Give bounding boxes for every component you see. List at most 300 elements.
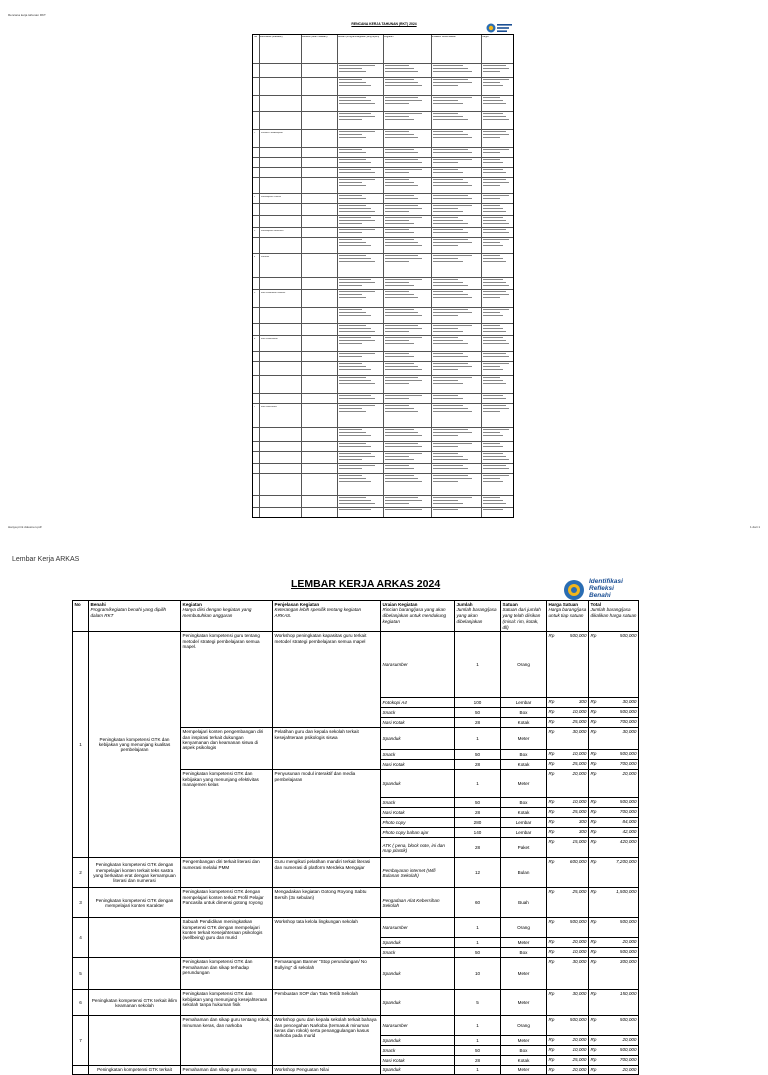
rkt-text-line bbox=[433, 343, 468, 344]
harga-value: 25,000 bbox=[572, 761, 587, 767]
rkt-row-number: 3 bbox=[254, 230, 256, 232]
uraian-cell: Spanduk bbox=[381, 1066, 455, 1074]
jumlah-cell: 50 bbox=[455, 750, 501, 760]
satuan-cell: Kotak bbox=[501, 718, 547, 728]
satuan-cell: Bulan bbox=[501, 858, 547, 888]
total-cell bbox=[589, 990, 639, 1016]
rkt-text-line bbox=[339, 363, 362, 364]
rkt-text-line bbox=[433, 113, 458, 114]
harga-cell bbox=[547, 1046, 589, 1056]
harga-value: 300 bbox=[578, 819, 587, 825]
total-cell bbox=[589, 728, 639, 750]
satuan-cell: Kotak bbox=[501, 760, 547, 770]
harga-value: 300 bbox=[578, 829, 587, 835]
rkt-text-line bbox=[433, 279, 458, 280]
rkt-text-line bbox=[339, 223, 362, 224]
rkt-text-line bbox=[339, 258, 371, 259]
rkt-text-line bbox=[433, 297, 472, 298]
rkt-row-line bbox=[253, 167, 513, 168]
rkt-text-line bbox=[385, 149, 414, 150]
rkt-text-line bbox=[433, 481, 458, 482]
total-cell bbox=[589, 798, 639, 808]
rkt-text-line bbox=[385, 82, 418, 83]
rkt-row-line bbox=[253, 157, 513, 158]
rkt-text-line bbox=[483, 500, 503, 501]
rkt-text-line bbox=[339, 229, 375, 230]
uraian-cell: ATK ( pena, block note, ini dan map plastik) bbox=[381, 838, 455, 858]
rkt-text-line bbox=[483, 103, 506, 104]
rkt-header-cell: Identifikasi (Masalah) bbox=[260, 36, 283, 38]
currency-label: Rp bbox=[548, 729, 555, 735]
total-cell bbox=[589, 632, 639, 698]
total-value: 84,000 bbox=[622, 819, 637, 825]
satuan-cell: Lembar bbox=[501, 828, 547, 838]
rkt-text-line bbox=[433, 220, 463, 221]
rkt-text-line bbox=[385, 255, 418, 256]
rkt-column-line bbox=[431, 35, 432, 517]
rkt-text-line bbox=[339, 509, 371, 510]
harga-value: 30,000 bbox=[572, 991, 587, 997]
currency-label: Rp bbox=[548, 939, 555, 945]
rkt-text-line bbox=[385, 353, 409, 354]
rkt-text-line bbox=[385, 113, 422, 114]
arkas-row bbox=[73, 1066, 639, 1074]
rkt-row-line bbox=[253, 111, 513, 112]
rkt-text-line bbox=[339, 383, 375, 384]
rkt-text-line bbox=[483, 294, 509, 295]
harga-value: 25,000 bbox=[572, 1057, 587, 1063]
rkt-text-line bbox=[483, 340, 506, 341]
kegiatan-cell: Pemahaman dan sikap guru tentang bbox=[181, 1066, 273, 1074]
total-cell bbox=[589, 698, 639, 708]
rkt-text-line bbox=[385, 435, 422, 436]
total-value: 1,500,000 bbox=[616, 889, 637, 895]
rkt-text-line bbox=[483, 509, 503, 510]
rkt-text-line bbox=[385, 65, 409, 66]
rkt-text-line bbox=[483, 258, 503, 259]
rkt-text-line bbox=[433, 239, 468, 240]
rkt-text-line bbox=[483, 261, 506, 262]
jumlah-cell: 1 bbox=[455, 632, 501, 698]
row-number: 7 bbox=[73, 1016, 89, 1066]
rkt-text-line bbox=[483, 343, 509, 344]
rkt-text-line bbox=[385, 119, 414, 120]
currency-label: Rp bbox=[548, 1057, 555, 1063]
rkt-text-line bbox=[385, 363, 414, 364]
harga-cell bbox=[547, 708, 589, 718]
kegiatan-cell: Pengembangan diri terkait literasi dan numerasi melalui PMM bbox=[181, 858, 273, 888]
rkt-text-line bbox=[385, 497, 418, 498]
rkt-text-line bbox=[483, 159, 500, 160]
rkt-text-line bbox=[483, 116, 506, 117]
rkt-text-line bbox=[385, 131, 409, 132]
rkt-text-line bbox=[483, 205, 500, 206]
rkt-table bbox=[252, 34, 514, 518]
header-title: Harga Satuan bbox=[548, 602, 579, 607]
rkt-text-line bbox=[433, 169, 458, 170]
rkt-text-line bbox=[433, 356, 468, 357]
harga-cell bbox=[547, 1056, 589, 1066]
rkt-text-line bbox=[483, 481, 503, 482]
rkt-text-line bbox=[433, 315, 458, 316]
rkt-text-line bbox=[339, 503, 375, 504]
currency-label: Rp bbox=[590, 1057, 597, 1063]
kegiatan-cell: Peningkatan kompetensi guru tentang metode/ strategi pembelajaran semua mapel. bbox=[181, 632, 273, 728]
rkt-text-line bbox=[433, 453, 458, 454]
rkt-text-line bbox=[483, 331, 506, 332]
uraian-cell: Snack bbox=[381, 750, 455, 760]
rkt-text-line bbox=[433, 242, 472, 243]
harga-value: 10,000 bbox=[572, 949, 587, 955]
rkt-row-number: 6 bbox=[254, 338, 256, 340]
rkt-text-line bbox=[433, 363, 468, 364]
rkt-text-line bbox=[385, 465, 409, 466]
benahi-cell bbox=[89, 958, 181, 990]
satuan-cell: Meter bbox=[501, 770, 547, 798]
total-cell bbox=[589, 1046, 639, 1056]
rkt-text-line bbox=[483, 291, 506, 292]
rkt-text-line bbox=[385, 340, 409, 341]
total-cell bbox=[589, 718, 639, 728]
harga-cell bbox=[547, 828, 589, 838]
rkt-text-line bbox=[339, 162, 371, 163]
uraian-cell: Nasi Kotak bbox=[381, 808, 455, 818]
rkt-text-line bbox=[433, 509, 458, 510]
currency-label: Rp bbox=[590, 719, 597, 725]
rkt-text-line bbox=[433, 198, 472, 199]
total-value: 500,000 bbox=[619, 1017, 637, 1023]
rkt-text-line bbox=[433, 116, 463, 117]
total-value: 700,000 bbox=[619, 1057, 637, 1063]
currency-label: Rp bbox=[590, 1067, 597, 1073]
satuan-cell: Buah bbox=[501, 888, 547, 918]
arkas-header-cell bbox=[73, 601, 89, 632]
total-value: 500,000 bbox=[619, 709, 637, 715]
harga-cell bbox=[547, 990, 589, 1016]
uraian-cell: Narasumber bbox=[381, 1016, 455, 1036]
total-cell bbox=[589, 828, 639, 838]
rkt-text-line bbox=[339, 279, 371, 280]
currency-label: Rp bbox=[548, 991, 555, 997]
total-value: 20,000 bbox=[622, 939, 637, 945]
kegiatan-cell: Mempelajari konten pengembangan diri dan inspirasi terkait dukungan kenyamanan dan keamanan siswa di aspek psikologis bbox=[181, 728, 273, 770]
rkt-text-line bbox=[483, 182, 509, 183]
uraian-cell: Fotokopi A4 bbox=[381, 698, 455, 708]
rkt-text-line bbox=[483, 328, 503, 329]
total-cell bbox=[589, 888, 639, 918]
rkt-text-line bbox=[385, 71, 418, 72]
rkt-text-line bbox=[483, 497, 500, 498]
rkt-text-line bbox=[339, 242, 366, 243]
harga-cell bbox=[547, 938, 589, 948]
rkt-text-line bbox=[433, 465, 463, 466]
total-cell bbox=[589, 918, 639, 938]
rkt-text-line bbox=[483, 149, 509, 150]
rkt-column-line bbox=[383, 35, 384, 517]
rkt-text-line bbox=[385, 179, 409, 180]
rkt-text-line bbox=[339, 453, 371, 454]
penjelasan-cell: Workshop guru dan kepala sekolah terkait bahaya dan pencegahan Narkoba (termasuk minuman keras dan rokok) serta penanggulangan kasus narkoba pada murid bbox=[273, 1016, 381, 1066]
total-value: 300,000 bbox=[619, 959, 637, 965]
rkt-text-line bbox=[385, 509, 422, 510]
total-value: 42,000 bbox=[622, 829, 637, 835]
rkt-text-line bbox=[483, 131, 506, 132]
harga-cell bbox=[547, 888, 589, 918]
satuan-cell: Box bbox=[501, 1046, 547, 1056]
rkt-text-line bbox=[385, 369, 422, 370]
total-value: 20,000 bbox=[622, 771, 637, 777]
harga-cell bbox=[547, 750, 589, 760]
rkt-text-line bbox=[385, 85, 422, 86]
rkt-text-line bbox=[339, 429, 362, 430]
satuan-cell: Box bbox=[501, 708, 547, 718]
rkt-text-line bbox=[385, 331, 409, 332]
rkt-text-line bbox=[339, 297, 366, 298]
rkt-text-line bbox=[483, 465, 506, 466]
rkt-text-line bbox=[483, 312, 500, 313]
rkt-text-line bbox=[385, 97, 418, 98]
header-title: Kegiatan bbox=[182, 602, 202, 607]
rkt-row-line bbox=[253, 375, 513, 376]
rkt-text-line bbox=[433, 408, 468, 409]
irb-logo-icon bbox=[561, 578, 587, 602]
penjelasan-cell: Guru mengikuti pelatihan mandiri terkait literasi dan numerasi di platform Merdeka Mengajar bbox=[273, 858, 381, 888]
total-cell bbox=[589, 1036, 639, 1046]
arkas-row bbox=[73, 888, 639, 918]
arkas-table bbox=[72, 600, 639, 1075]
satuan-cell: Box bbox=[501, 750, 547, 760]
rkt-text-line bbox=[433, 162, 458, 163]
total-value: 500,000 bbox=[619, 633, 637, 639]
header-title: No bbox=[74, 602, 81, 607]
harga-value: 10,000 bbox=[572, 709, 587, 715]
rkt-column-line bbox=[259, 35, 260, 517]
currency-label: Rp bbox=[590, 1047, 597, 1053]
rkt-text-line bbox=[433, 71, 472, 72]
rkt-text-line bbox=[483, 395, 503, 396]
rkt-row-label: Iklim Keamanan Sekolah bbox=[261, 292, 286, 294]
kegiatan-cell: Sabuah Pendidikan meningkatkan kompetensi GTK dengan mempelajari konten terkait Kesejahteraan psikologis (wellbeing) guru dan murid bbox=[181, 918, 273, 958]
rkt-text-line bbox=[483, 185, 500, 186]
jumlah-cell: 50 bbox=[455, 798, 501, 808]
uraian-cell: Spanduk bbox=[381, 728, 455, 750]
rkt-text-line bbox=[433, 223, 468, 224]
rkt-row-label: Karakter bbox=[261, 256, 270, 258]
rkt-row-line bbox=[253, 253, 513, 254]
currency-label: Rp bbox=[590, 799, 597, 805]
harga-cell bbox=[547, 718, 589, 728]
rkt-text-line bbox=[433, 208, 458, 209]
rkt-text-line bbox=[433, 478, 472, 479]
rkt-text-line bbox=[385, 172, 409, 173]
jumlah-cell: 280 bbox=[455, 818, 501, 828]
total-value: 700,000 bbox=[619, 719, 637, 725]
arkas-row bbox=[73, 632, 639, 698]
currency-label: Rp bbox=[590, 771, 597, 777]
rkt-text-line bbox=[385, 195, 414, 196]
arkas-header-cell bbox=[273, 601, 381, 632]
rkt-text-line bbox=[433, 282, 463, 283]
rkt-text-line bbox=[385, 366, 418, 367]
rkt-row-label: Kemampuan Literasi bbox=[261, 196, 282, 198]
header-subtitle: Harga barang/jasa untuk tiap satuan bbox=[548, 607, 587, 618]
header-title: Uraian Kegiatan bbox=[382, 602, 418, 607]
rkt-text-line bbox=[385, 312, 418, 313]
uraian-cell: Photo copy bbox=[381, 818, 455, 828]
rkt-text-line bbox=[385, 279, 422, 280]
rkt-text-line bbox=[339, 282, 375, 283]
uraian-cell: Snack bbox=[381, 948, 455, 958]
header-subtitle: Jumlah barang/jasa yang akan dibelanjakan bbox=[456, 607, 497, 624]
rkt-text-line bbox=[433, 205, 472, 206]
rkt-text-line bbox=[483, 503, 506, 504]
harga-value: 25,000 bbox=[572, 719, 587, 725]
currency-label: Rp bbox=[548, 751, 555, 757]
rkt-text-line bbox=[339, 220, 375, 221]
rkt-text-line bbox=[433, 217, 458, 218]
harga-cell bbox=[547, 728, 589, 750]
rkt-text-line bbox=[339, 205, 366, 206]
rkt-text-line bbox=[339, 325, 366, 326]
irb-logo bbox=[561, 578, 641, 602]
jumlah-cell: 5 bbox=[455, 990, 501, 1016]
rkt-text-line bbox=[433, 258, 458, 259]
harga-value: 10,000 bbox=[572, 1047, 587, 1053]
rkt-row-line bbox=[253, 495, 513, 496]
rkt-text-line bbox=[483, 152, 500, 153]
currency-label: Rp bbox=[548, 719, 555, 725]
rkt-row-line bbox=[253, 323, 513, 324]
harga-value: 25,000 bbox=[572, 809, 587, 815]
header-subtitle: Keterangan lebih spesifik tentang kegiatan ARKAS. bbox=[274, 607, 362, 618]
rkt-text-line bbox=[339, 443, 366, 444]
arkas-header-cell bbox=[501, 601, 547, 632]
total-value: 7,200,000 bbox=[616, 859, 637, 865]
rkt-text-line bbox=[385, 208, 422, 209]
rkt-text-line bbox=[433, 97, 472, 98]
rkt-text-line bbox=[385, 356, 414, 357]
harga-cell bbox=[547, 918, 589, 938]
rkt-text-line bbox=[483, 435, 503, 436]
currency-label: Rp bbox=[548, 1037, 555, 1043]
rkt-text-line bbox=[339, 134, 362, 135]
rkt-text-line bbox=[433, 182, 468, 183]
jumlah-cell: 1 bbox=[455, 770, 501, 798]
total-value: 500,000 bbox=[619, 1047, 637, 1053]
header-subtitle: Rincian barang/jasa yang akan dibelanjakan untuk mendukung kegiatan bbox=[382, 607, 447, 624]
rkt-row-line bbox=[253, 203, 513, 204]
satuan-cell: Meter bbox=[501, 728, 547, 750]
rkt-text-line bbox=[483, 282, 506, 283]
rkt-text-line bbox=[483, 325, 500, 326]
logo-line2: Refleksi bbox=[589, 585, 614, 592]
rkt-text-line bbox=[433, 331, 463, 332]
total-value: 500,000 bbox=[619, 799, 637, 805]
currency-label: Rp bbox=[548, 709, 555, 715]
rkt-text-line bbox=[483, 71, 500, 72]
rkt-text-line bbox=[339, 79, 362, 80]
rkt-text-line bbox=[385, 162, 422, 163]
total-value: 500,000 bbox=[619, 751, 637, 757]
kegiatan-cell: Peningkatan kompetensi GTK dengan mempelajari konten terkait Profil Pelajar Pancasila untuk dimensi gotong royong bbox=[181, 888, 273, 918]
rkt-text-line bbox=[433, 383, 463, 384]
rkt-text-line bbox=[483, 220, 506, 221]
uraian-cell: Snack bbox=[381, 798, 455, 808]
currency-label: Rp bbox=[548, 771, 555, 777]
harga-value: 20,000 bbox=[572, 939, 587, 945]
rkt-text-line bbox=[339, 398, 375, 399]
rkt-text-line bbox=[433, 137, 472, 138]
rkt-text-line bbox=[433, 100, 458, 101]
rkt-text-line bbox=[483, 162, 503, 163]
rkt-row-label: Iklim Inklusivitas bbox=[261, 406, 277, 408]
rkt-header-cell: No bbox=[254, 36, 258, 38]
rkt-text-line bbox=[385, 152, 418, 153]
rkt-text-line bbox=[339, 255, 366, 256]
satuan-cell: Paket bbox=[501, 838, 547, 858]
rkt-text-line bbox=[339, 456, 375, 457]
rkt-text-line bbox=[339, 85, 371, 86]
rkt-text-line bbox=[433, 405, 463, 406]
rkt-text-line bbox=[483, 65, 506, 66]
jumlah-cell: 50 bbox=[455, 708, 501, 718]
rkt-text-line bbox=[385, 328, 422, 329]
rkt-row-line bbox=[253, 227, 513, 228]
rkt-text-line bbox=[339, 131, 375, 132]
rkt-text-line bbox=[433, 369, 458, 370]
rkt-text-line bbox=[433, 337, 458, 338]
rkt-text-line bbox=[433, 353, 463, 354]
rkt-text-line bbox=[385, 377, 418, 378]
currency-label: Rp bbox=[548, 1047, 555, 1053]
rkt-text-line bbox=[385, 239, 414, 240]
rkt-text-line bbox=[385, 383, 409, 384]
rkt-text-line bbox=[385, 68, 414, 69]
rkt-text-line bbox=[483, 398, 506, 399]
kegiatan-cell: Peningkatan kompetensi GTK dan kebijakan yang menunjang kesejahteraan sekolah tanpa hukuman fisik bbox=[181, 990, 273, 1016]
rkt-text-line bbox=[385, 446, 422, 447]
kegiatan-cell: Peningkatan kompetensi GTK dan kebijakan yang menunjang efektivitas manajemen kelas bbox=[181, 770, 273, 858]
currency-label: Rp bbox=[548, 699, 555, 705]
penjelasan-cell: Workshop peningkatan kapasitas guru terkait metode/ strategi pembelajaran semua mapel bbox=[273, 632, 381, 728]
total-cell bbox=[589, 750, 639, 760]
rkt-text-line bbox=[385, 411, 418, 412]
rkt-text-line bbox=[483, 453, 503, 454]
rkt-text-line bbox=[339, 481, 371, 482]
currency-label: Rp bbox=[548, 809, 555, 815]
rkt-column-line bbox=[481, 35, 482, 517]
currency-label: Rp bbox=[590, 829, 597, 835]
rkt-page-thumbnail bbox=[252, 22, 514, 518]
rkt-text-line bbox=[433, 309, 468, 310]
satuan-cell: Kotak bbox=[501, 808, 547, 818]
rkt-title: RENCANA KERJA TAHUNAN (RKT) 2024 bbox=[351, 22, 417, 26]
currency-label: Rp bbox=[590, 1037, 597, 1043]
document-footer-right: 1 dari 1 bbox=[749, 525, 760, 529]
rkt-text-line bbox=[483, 315, 503, 316]
row-number: 3 bbox=[73, 888, 89, 918]
total-value: 150,000 bbox=[619, 991, 637, 997]
uraian-cell: Spanduk bbox=[381, 1036, 455, 1046]
rkt-text-line bbox=[483, 239, 509, 240]
currency-label: Rp bbox=[548, 1067, 555, 1073]
rkt-text-line bbox=[483, 113, 503, 114]
harga-cell bbox=[547, 1066, 589, 1074]
rkt-text-line bbox=[483, 411, 500, 412]
penjelasan-cell: Penyusunan modul interaktif dan media pembelajaran bbox=[273, 770, 381, 858]
rkt-text-line bbox=[339, 261, 375, 262]
rkt-text-line bbox=[385, 185, 418, 186]
